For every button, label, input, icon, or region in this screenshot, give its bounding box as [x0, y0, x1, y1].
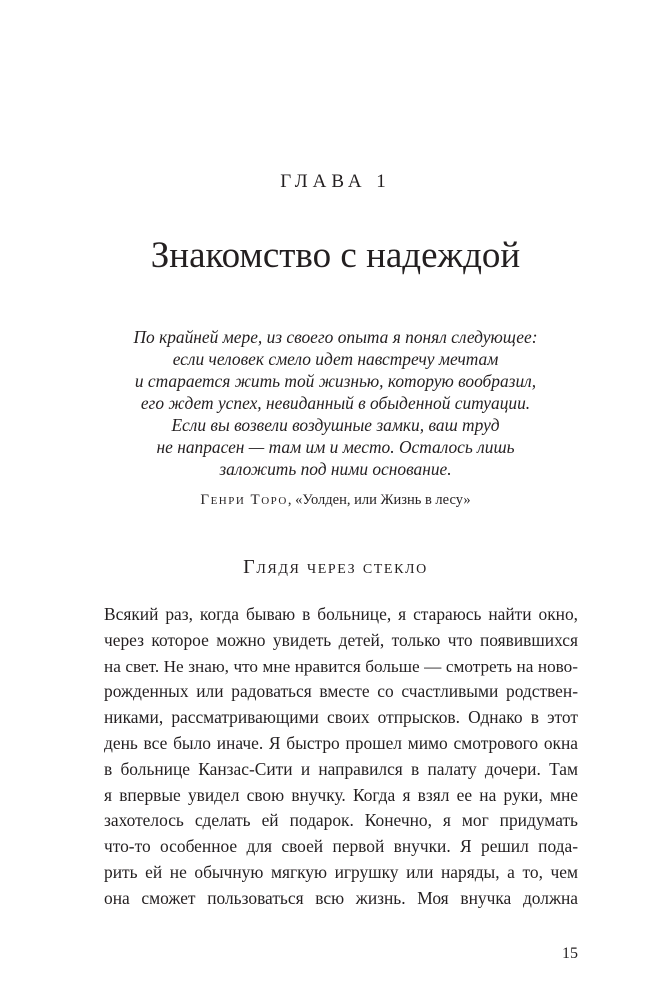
epigraph-author: Генри Торо [200, 492, 288, 508]
epigraph-line: заложить под ними основание. [219, 459, 452, 479]
body-text [104, 602, 578, 912]
epigraph-line: и старается жить той жизнью, которую вообразил, [134, 371, 537, 391]
epigraph-line: По крайней мере, из своего опыта я понял следующее: [133, 327, 538, 347]
section-heading: Глядя через стекло [243, 556, 428, 578]
epigraph-line: не напрасен — там им и место. Осталось лишь [156, 437, 515, 457]
chapter-title: Знакомство с надеждой [150, 235, 521, 276]
body-line: никами, рассматривающими своих отпрысков. Однако в этот [104, 707, 578, 728]
body-line: через которое можно увидеть детей, только что появившихся [104, 629, 578, 650]
body-line: захотелось сделать ей подарок. Конечно, я мог придумать [104, 810, 578, 831]
epigraph-line: если человек смело идет навстречу мечтам [172, 349, 499, 369]
chapter-label: ГЛАВА 1 [280, 171, 391, 192]
body-line: рить ей не обычную мягкую игрушку или наряды, а то, чем [104, 861, 578, 882]
body-line: Всякий раз, когда бываю в больнице, я стараюсь найти окно, [104, 604, 578, 624]
body-line: день все было иначе. Я быстро прошел мимо смотрового окна [104, 732, 578, 753]
epigraph-attribution [60, 490, 611, 510]
page-number: 15 [562, 945, 578, 962]
body-line: рожденных или радоваться вместе со счастливыми родствен- [104, 681, 578, 702]
body-line: в больнице Канзас-Сити и направился в палату дочери. Там [104, 758, 578, 779]
body-line: она сможет пользоваться всю жизнь. Моя внучка должна [104, 887, 578, 908]
body-line: что-то особенное для своей первой внучки. Я решил пода- [104, 836, 578, 857]
epigraph-line: Если вы возвели воздушные замки, ваш труд [171, 415, 500, 435]
epigraph-line: его ждет успех, невиданный в обыденной ситуации. [140, 393, 531, 413]
body-line: на свет. Не знаю, что мне нравится больше — смотреть на ново- [104, 656, 578, 676]
body-line: я впервые увидел свою внучку. Когда я взял ее на руки, мне [104, 784, 578, 805]
epigraph-source: , «Уолден, или Жизнь в лесу» [287, 492, 471, 508]
epigraph [60, 326, 611, 510]
